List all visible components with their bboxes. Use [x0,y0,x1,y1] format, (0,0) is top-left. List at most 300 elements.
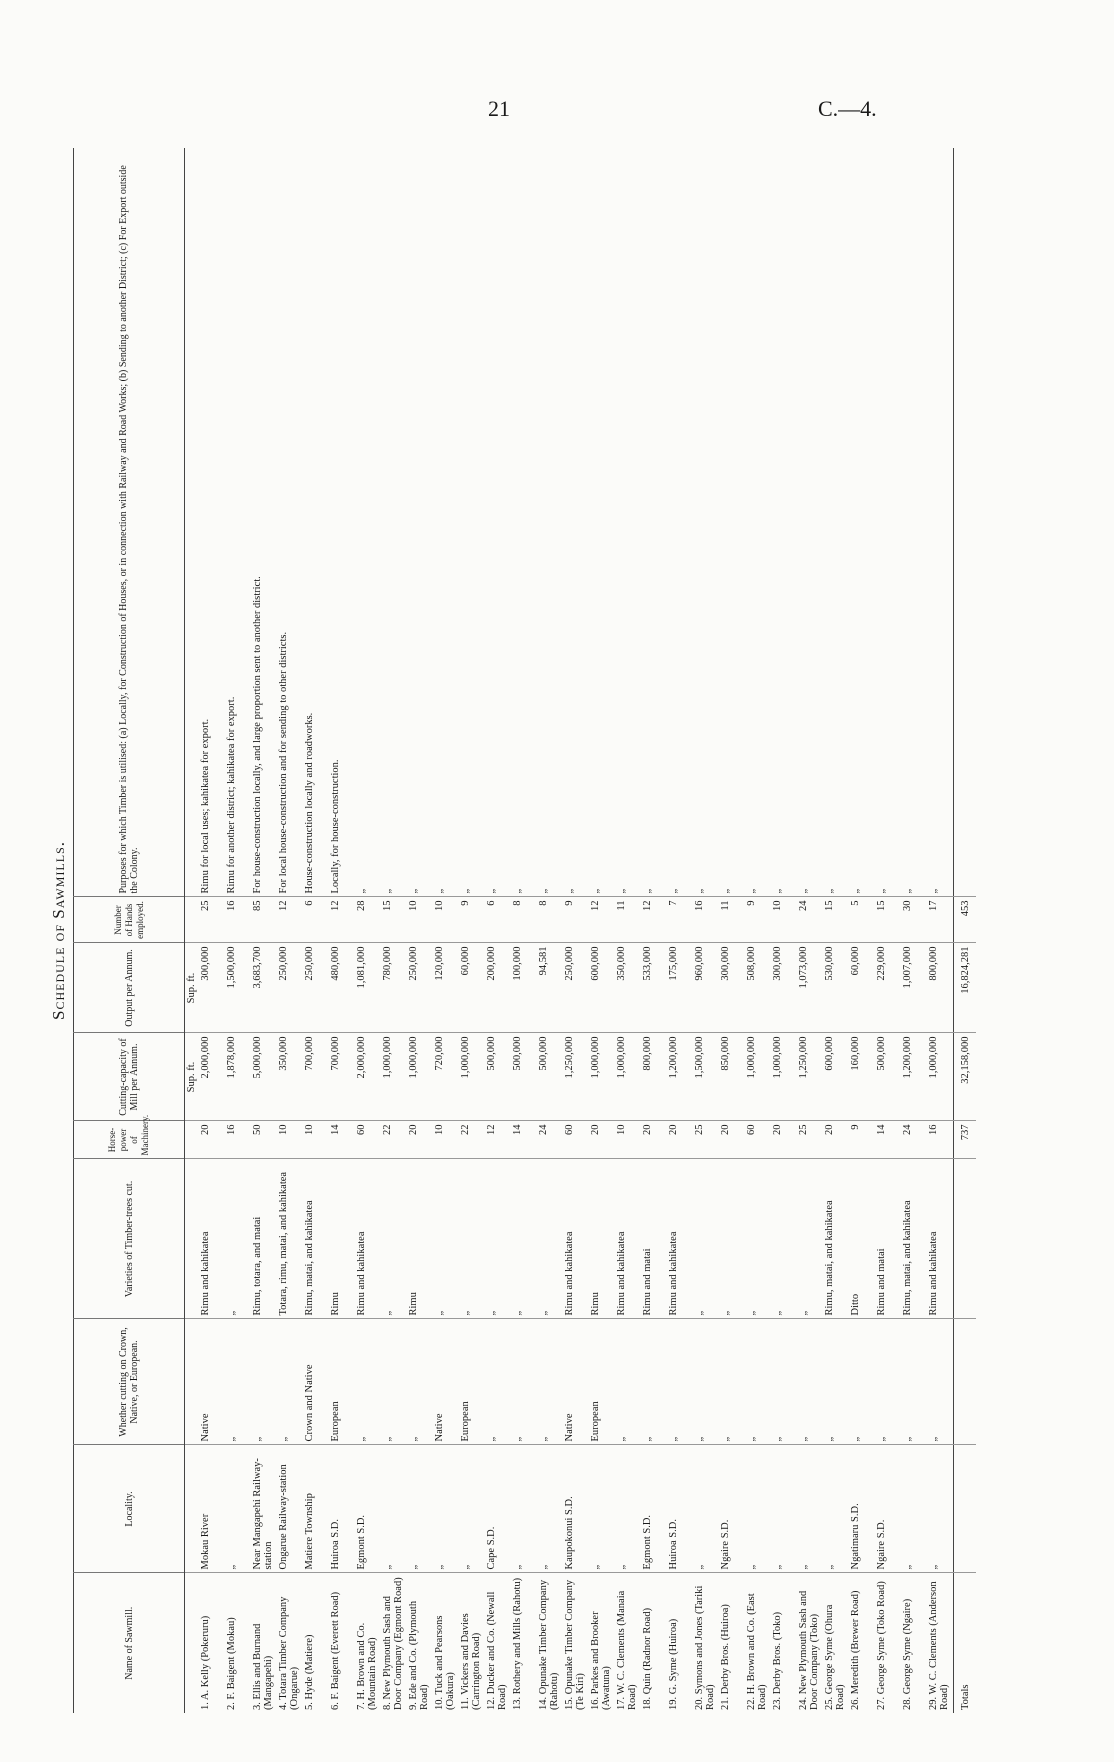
cell-locality: „ [927,1445,954,1573]
cell-output: 94,581 [537,943,563,1033]
cell-hp: 25 [693,1121,719,1159]
cell-hands: 9 [563,897,589,943]
cell-capacity: 1,000,000 [745,1033,771,1121]
cell-hands: 8 [511,897,537,943]
cell-locality: „ [823,1445,849,1573]
cell-hands: 16 [225,897,251,943]
cell-capacity: 1,000,000 [407,1033,433,1121]
cell-hands: 5 [849,897,875,943]
cell-hands: 16 [693,897,719,943]
cell-trees: Rimu [407,1159,433,1319]
cell-name: 20. Symons and Jones (Tariki Road) [693,1573,719,1713]
cell-name: 8. New Plymouth Sash and Door Company (Egmont Road) [381,1573,407,1713]
cell-hands: 28 [355,897,381,943]
cell-output: 600,000 [589,943,615,1033]
cell-purpose: „ [538,888,549,894]
cell-purpose: „ [434,888,445,894]
cell-locality: „ [615,1445,641,1573]
cell-locality: Ngaire S.D. [719,1445,745,1573]
series-code: C.—4. [818,96,877,121]
cell-output: 250,000 [303,943,329,1033]
unit-output: Sup. ft. [185,943,200,1033]
cell-purpose: „ [616,888,627,894]
cell-purpose: For local house-construction and for sending to other districts. [278,631,289,894]
cell-name: 2. F. Baigent (Mokau) [225,1573,251,1713]
cell-hp: 20 [719,1121,745,1159]
cell-output: 480,000 [329,943,355,1033]
cell-hands: 17 [927,897,954,943]
cell-capacity: 350,000 [277,1033,303,1121]
table-row [537,148,563,1713]
cell-capacity: 1,000,000 [927,1033,954,1121]
table-row [329,148,355,1713]
cell-crown: „ [719,1319,745,1445]
cell-name: 1. A. Kelly (Pokeruru) [199,1573,225,1713]
table-row [485,148,511,1713]
cell-hands: 10 [433,897,459,943]
cell-hands: 9 [745,897,771,943]
cell-output: 250,000 [563,943,589,1033]
cell-locality: „ [225,1445,251,1573]
cell-hands: 10 [771,897,797,943]
cell-output: 508,000 [745,943,771,1033]
cell-name: 23. Derby Bros. (Toko) [771,1573,797,1713]
cell-trees: „ [719,1159,745,1319]
cell-crown: „ [381,1319,407,1445]
cell-hp: 24 [901,1121,927,1159]
cell-capacity: 2,000,000 [355,1033,381,1121]
cell-crown: „ [901,1319,927,1445]
cell-locality: „ [771,1445,797,1573]
cell-locality: Huiroa S.D. [329,1445,355,1573]
cell-locality: „ [407,1445,433,1573]
table-row [303,148,329,1713]
cell-crown: „ [693,1319,719,1445]
header-locality: Locality. [74,1445,185,1573]
cell-locality: „ [589,1445,615,1573]
cell-name: 25. George Syme (Ohura Road) [823,1573,849,1713]
cell-purpose: „ [382,888,393,894]
table-row [927,148,954,1713]
table-row [823,148,849,1713]
cell-crown: „ [771,1319,797,1445]
table-row [719,148,745,1713]
table-row [901,148,927,1713]
cell-name: 22. H. Brown and Co. (East Road) [745,1573,771,1713]
cell-trees: „ [381,1159,407,1319]
cell-name: 21. Derby Bros. (Huiroa) [719,1573,745,1713]
cell-name: 17. W. C. Clements (Manaia Road) [615,1573,641,1713]
cell-hp: 20 [771,1121,797,1159]
cell-crown: „ [745,1319,771,1445]
cell-hands: 10 [407,897,433,943]
cell-output: 250,000 [277,943,303,1033]
cell-locality: „ [381,1445,407,1573]
cell-trees: Rimu and kahikatea [199,1159,225,1319]
header-hands: Number of Hands employed. [74,897,185,943]
cell-crown: „ [537,1319,563,1445]
cell-hands: 85 [251,897,277,943]
cell-name: 12. Ducker and Co. (Newall Road) [485,1573,511,1713]
cell-crown: „ [849,1319,875,1445]
cell-output: 250,000 [407,943,433,1033]
cell-trees: Rimu and kahikatea [355,1159,381,1319]
cell-hands: 8 [537,897,563,943]
header-name: Name of Sawmill. [74,1573,185,1713]
cell-purpose: „ [512,888,523,894]
cell-output: 1,081,000 [355,943,381,1033]
cell-capacity: 1,878,000 [225,1033,251,1121]
cell-locality: „ [745,1445,771,1573]
cell-hp: 10 [303,1121,329,1159]
cell-hands: 7 [667,897,693,943]
totals-capacity: 32,158,000 [954,1033,977,1121]
cell-capacity: 800,000 [641,1033,667,1121]
cell-trees: Totara, rimu, matai, and kahikatea [277,1159,303,1319]
header-purpose: Purposes for which Timber is utilised: (a) Locally, for Construction of Houses, or in connection with Railway and Road Works; (b) Sending to another District; (c) For Export outside the Colony. [74,148,185,897]
cell-hp: 60 [745,1121,771,1159]
header-output: Output per Annum. [74,943,185,1033]
cell-output: 60,000 [459,943,485,1033]
cell-crown: European [459,1319,485,1445]
cell-purpose: „ [486,888,497,894]
cell-capacity: 2,000,000 [199,1033,225,1121]
cell-hands: 12 [641,897,667,943]
header-trees: Varieties of Timber-trees cut. [74,1159,185,1319]
cell-name: 26. Meredith (Brewer Road) [849,1573,875,1713]
cell-locality: Kaupokonui S.D. [563,1445,589,1573]
cell-output: 3,683,700 [251,943,277,1033]
cell-purpose: Rimu for another district; kahikatea for export. [226,696,237,894]
cell-output: 300,000 [199,943,225,1033]
cell-capacity: 720,000 [433,1033,459,1121]
cell-hp: 20 [823,1121,849,1159]
cell-name: 11. Vickers and Davies (Carrington Road) [459,1573,485,1713]
schedule-title: Schedule of Sawmills. [49,840,68,1021]
cell-hp: 14 [329,1121,355,1159]
cell-hp: 20 [199,1121,225,1159]
cell-locality: „ [693,1445,719,1573]
cell-crown: „ [485,1319,511,1445]
cell-crown: „ [875,1319,901,1445]
table-row [745,148,771,1713]
cell-output: 800,000 [927,943,954,1033]
cell-locality: „ [433,1445,459,1573]
table-row [667,148,693,1713]
cell-locality: „ [537,1445,563,1573]
cell-hands: 12 [277,897,303,943]
cell-trees: Rimu and matai [875,1159,901,1319]
cell-hp: 60 [563,1121,589,1159]
cell-capacity: 600,000 [823,1033,849,1121]
cell-locality: „ [901,1445,927,1573]
cell-trees: „ [459,1159,485,1319]
cell-trees: Rimu and kahikatea [927,1159,954,1319]
table-row [849,148,875,1713]
cell-purpose: „ [772,888,783,894]
cell-crown: European [329,1319,355,1445]
cell-output: 120,000 [433,943,459,1033]
table-row [433,148,459,1713]
totals-label: Totals [954,1573,977,1713]
cell-output: 533,000 [641,943,667,1033]
cell-trees: „ [797,1159,823,1319]
table-row [511,148,537,1713]
table-row [355,148,381,1713]
cell-output: 60,000 [849,943,875,1033]
cell-hp: 25 [797,1121,823,1159]
cell-output: 1,073,000 [797,943,823,1033]
cell-crown: Native [433,1319,459,1445]
cell-name: 19. G. Syme (Huiroa) [667,1573,693,1713]
cell-trees: Rimu and matai [641,1159,667,1319]
cell-capacity: 500,000 [511,1033,537,1121]
cell-hands: 11 [719,897,745,943]
cell-hands: 6 [485,897,511,943]
cell-purpose: „ [824,888,835,894]
cell-hp: 9 [849,1121,875,1159]
cell-hp: 24 [537,1121,563,1159]
cell-crown: Crown and Native [303,1319,329,1445]
cell-trees: „ [511,1159,537,1319]
rotated-schedule [45,148,971,1713]
sawmill-table [73,148,976,1713]
cell-purpose: For house-construction locally, and large proportion sent to another district. [252,576,263,894]
cell-name: 18. Quin (Radnor Road) [641,1573,667,1713]
cell-output: 1,500,000 [225,943,251,1033]
cell-name: 15. Opunake Timber Company (Te Kiri) [563,1573,589,1713]
cell-trees: Rimu, totara, and matai [251,1159,277,1319]
cell-purpose: Rimu for local uses; kahikatea for export. [200,718,211,894]
cell-trees: „ [225,1159,251,1319]
cell-hands: 30 [901,897,927,943]
cell-locality: „ [459,1445,485,1573]
cell-locality: Cape S.D. [485,1445,511,1573]
cell-hands: 12 [589,897,615,943]
cell-crown: „ [927,1319,954,1445]
cell-capacity: 1,000,000 [589,1033,615,1121]
cell-purpose: „ [928,888,939,894]
cell-hands: 6 [303,897,329,943]
cell-capacity: 1,000,000 [615,1033,641,1121]
cell-hands: 25 [199,897,225,943]
cell-hands: 15 [381,897,407,943]
cell-output: 200,000 [485,943,511,1033]
cell-name: 28. George Syme (Ngaire) [901,1573,927,1713]
cell-trees: Ditto [849,1159,875,1319]
unit-row [185,148,200,1713]
cell-capacity: 500,000 [875,1033,901,1121]
cell-name: 10. Tuck and Pearsons (Oakura) [433,1573,459,1713]
cell-hp: 22 [381,1121,407,1159]
header-crown: Whether cutting on Crown, Native, or European. [74,1319,185,1445]
totals-row [954,148,977,1713]
cell-hp: 10 [433,1121,459,1159]
cell-trees: Rimu and kahikatea [615,1159,641,1319]
cell-trees: „ [745,1159,771,1319]
cell-hp: 16 [927,1121,954,1159]
cell-trees: „ [771,1159,797,1319]
cell-capacity: 1,250,000 [563,1033,589,1121]
cell-capacity: 1,000,000 [771,1033,797,1121]
totals-hands: 453 [954,897,977,943]
cell-crown: „ [277,1319,303,1445]
cell-trees: Rimu and kahikatea [667,1159,693,1319]
cell-output: 960,000 [693,943,719,1033]
cell-purpose: „ [642,888,653,894]
cell-purpose: „ [902,888,913,894]
cell-crown: „ [667,1319,693,1445]
cell-purpose: „ [798,888,809,894]
cell-hands: 11 [615,897,641,943]
cell-locality: Near Mangapehi Railway-station [251,1445,277,1573]
cell-hp: 60 [355,1121,381,1159]
cell-trees: Rimu [329,1159,355,1319]
cell-name: 5. Hyde (Matiere) [303,1573,329,1713]
cell-name: 4. Totara Timber Company (Ongarue) [277,1573,303,1713]
cell-name: 7. H. Brown and Co. (Mountain Road) [355,1573,381,1713]
cell-name: 27. George Syme (Toko Road) [875,1573,901,1713]
cell-purpose: „ [460,888,471,894]
cell-purpose: „ [356,888,367,894]
cell-crown: European [589,1319,615,1445]
cell-trees: „ [433,1159,459,1319]
cell-hp: 20 [589,1121,615,1159]
cell-locality: Ngatimaru S.D. [849,1445,875,1573]
cell-trees: Rimu and kahikatea [563,1159,589,1319]
cell-output: 229,000 [875,943,901,1033]
cell-locality: „ [511,1445,537,1573]
cell-trees: „ [693,1159,719,1319]
cell-trees: Rimu, matai, and kahikatea [303,1159,329,1319]
cell-locality: Ongarue Railway-station [277,1445,303,1573]
cell-hands: 24 [797,897,823,943]
cell-crown: „ [225,1319,251,1445]
cell-hp: 20 [641,1121,667,1159]
cell-capacity: 500,000 [485,1033,511,1121]
cell-hp: 50 [251,1121,277,1159]
cell-capacity: 5,000,000 [251,1033,277,1121]
cell-hp: 20 [667,1121,693,1159]
cell-crown: „ [355,1319,381,1445]
cell-output: 530,000 [823,943,849,1033]
cell-output: 780,000 [381,943,407,1033]
cell-trees: „ [537,1159,563,1319]
cell-name: 13. Rothery and Mills (Rahotu) [511,1573,537,1713]
table-row [563,148,589,1713]
cell-trees: Rimu, matai, and kahikatea [901,1159,927,1319]
cell-output: 100,000 [511,943,537,1033]
cell-hp: 12 [485,1121,511,1159]
cell-capacity: 500,000 [537,1033,563,1121]
table-row [459,148,485,1713]
cell-locality: Mokau River [199,1445,225,1573]
cell-crown: „ [641,1319,667,1445]
cell-output: 300,000 [771,943,797,1033]
cell-hands: 12 [329,897,355,943]
cell-capacity: 700,000 [303,1033,329,1121]
header-hp: Horse-power of Machinery. [74,1121,185,1159]
cell-name: 24. New Plymouth Sash and Door Company (Toko) [797,1573,823,1713]
cell-name: 6. F. Baigent (Everett Road) [329,1573,355,1713]
table-row [407,148,433,1713]
cell-hp: 16 [225,1121,251,1159]
cell-purpose: House-construction locally and roadworks. [304,712,315,894]
cell-capacity: 1,000,000 [459,1033,485,1121]
header-row [74,148,185,1713]
cell-crown: „ [615,1319,641,1445]
cell-capacity: 1,200,000 [667,1033,693,1121]
table-row [199,148,225,1713]
cell-output: 300,000 [719,943,745,1033]
totals-output: 16,824,281 [954,943,977,1033]
cell-capacity: 160,000 [849,1033,875,1121]
cell-hp: 22 [459,1121,485,1159]
cell-purpose: Locally, for house-construction. [330,759,341,894]
cell-trees: Rimu, matai, and kahikatea [823,1159,849,1319]
cell-capacity: 850,000 [719,1033,745,1121]
cell-hands: 15 [823,897,849,943]
cell-purpose: „ [590,888,601,894]
cell-name: 9. Ede and Co. (Plymouth Road) [407,1573,433,1713]
cell-name: 14. Opunake Timber Company (Rahotu) [537,1573,563,1713]
cell-hp: 10 [615,1121,641,1159]
table-row [381,148,407,1713]
cell-name: 3. Ellis and Burnand (Mangapehi) [251,1573,277,1713]
table-row [251,148,277,1713]
totals-hp: 737 [954,1121,977,1159]
cell-purpose: „ [720,888,731,894]
cell-locality: Egmont S.D. [355,1445,381,1573]
cell-trees: „ [485,1159,511,1319]
cell-hands: 9 [459,897,485,943]
cell-capacity: 700,000 [329,1033,355,1121]
cell-crown: Native [199,1319,225,1445]
table-row [277,148,303,1713]
cell-capacity: 1,500,000 [693,1033,719,1121]
cell-purpose: „ [694,888,705,894]
cell-capacity: 1,200,000 [901,1033,927,1121]
cell-hp: 14 [511,1121,537,1159]
cell-output: 175,000 [667,943,693,1033]
table-row [797,148,823,1713]
cell-hp: 14 [875,1121,901,1159]
header-capacity: Cutting-capacity of Mill per Annum. [74,1033,185,1121]
cell-purpose: „ [408,888,419,894]
cell-purpose: „ [564,888,575,894]
cell-name: 16. Parkes and Brooker (Awatuna) [589,1573,615,1713]
cell-locality: Matiere Township [303,1445,329,1573]
cell-crown: „ [407,1319,433,1445]
cell-trees: Rimu [589,1159,615,1319]
table-row [771,148,797,1713]
cell-crown: „ [511,1319,537,1445]
cell-crown: „ [797,1319,823,1445]
cell-purpose: „ [850,888,861,894]
cell-purpose: „ [876,888,887,894]
cell-locality: Ngaire S.D. [875,1445,901,1573]
cell-hp: 20 [407,1121,433,1159]
cell-crown: Native [563,1319,589,1445]
cell-hands: 15 [875,897,901,943]
table-row [615,148,641,1713]
unit-capacity: Sup. ft. [185,1033,200,1121]
cell-purpose: „ [668,888,679,894]
cell-output: 350,000 [615,943,641,1033]
cell-locality: Huiroa S.D. [667,1445,693,1573]
cell-crown: „ [823,1319,849,1445]
table-row [589,148,615,1713]
